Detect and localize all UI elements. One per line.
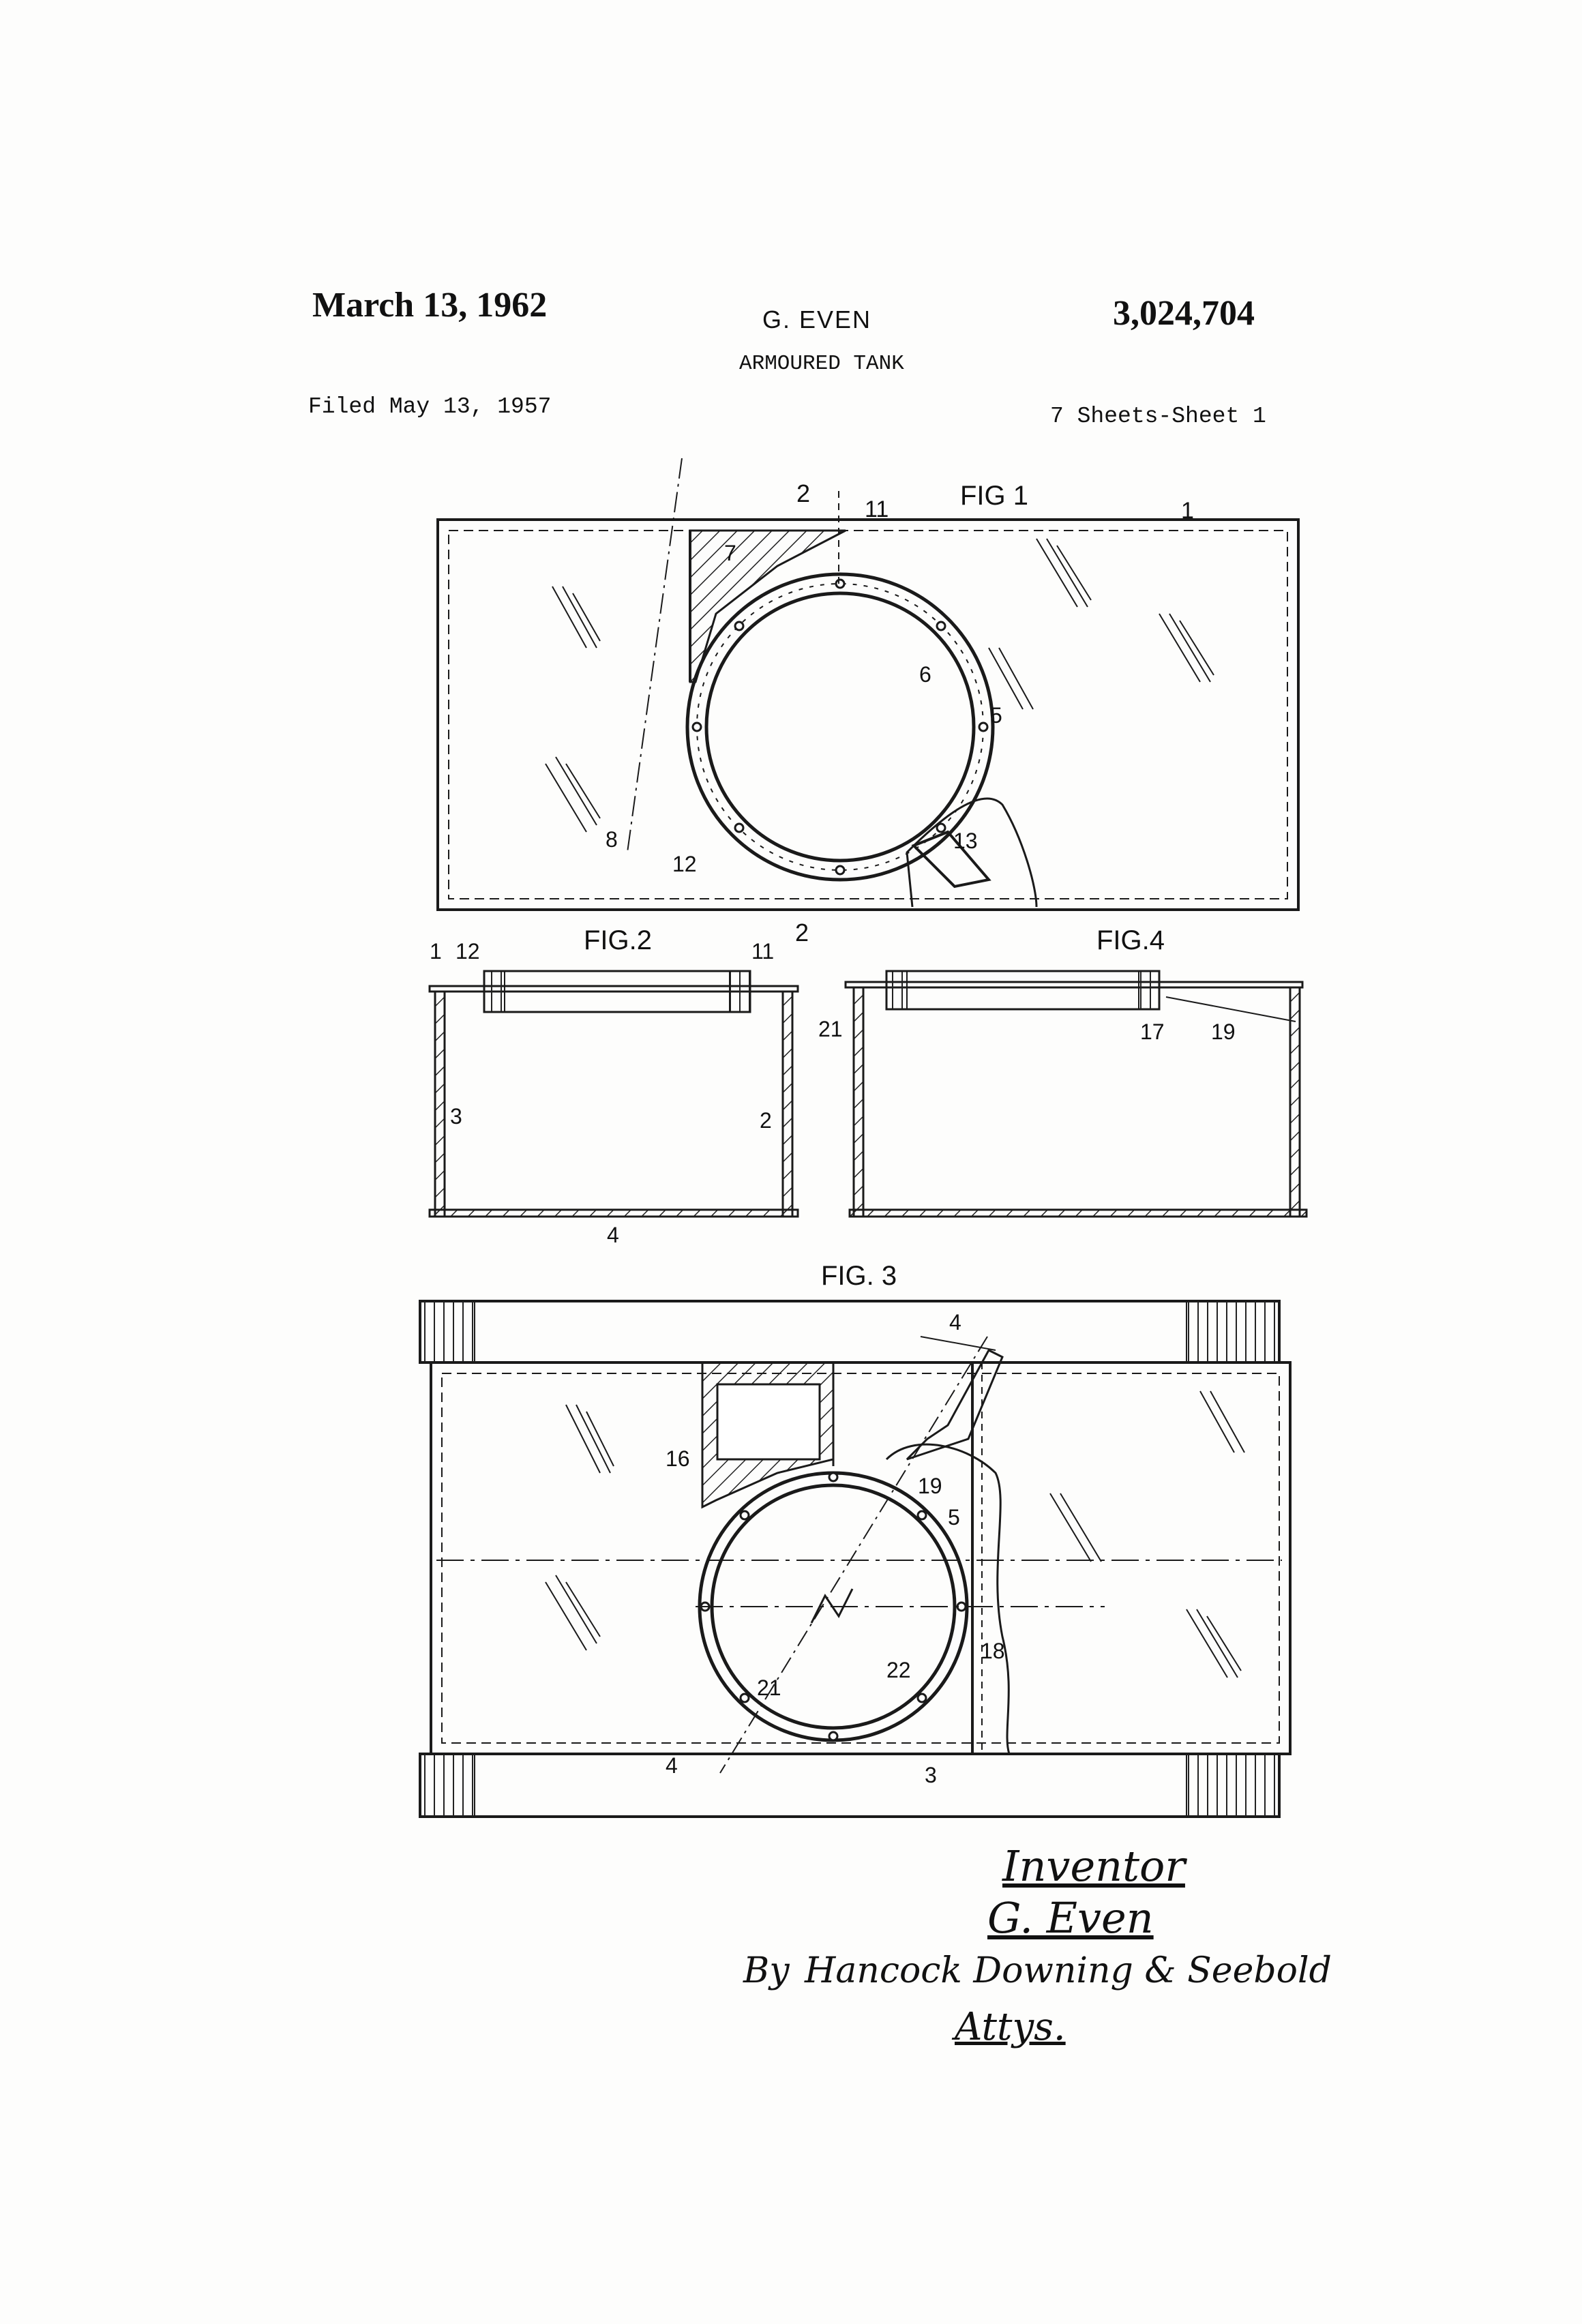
fig3-title: FIG. 3 xyxy=(821,1261,897,1291)
fig2-ref-2: 2 xyxy=(760,1108,772,1133)
fig2-ref-4: 4 xyxy=(607,1223,619,1247)
fig1-ref-1: 1 xyxy=(1181,498,1194,524)
fig4-ref-19: 19 xyxy=(1211,1019,1236,1044)
fig1-title: FIG 1 xyxy=(960,481,1029,511)
fig2-ref-11: 11 xyxy=(751,939,775,964)
fig3-ref-18: 18 xyxy=(981,1639,1005,1663)
attorneys-label: Attys. xyxy=(955,2005,1066,2049)
attorney-signature: Hancock Downing & Seebold xyxy=(805,1950,1332,1991)
fig4-ref-21: 21 xyxy=(818,1017,843,1041)
fig1-ref-7: 7 xyxy=(724,541,736,565)
fig1-ref-8: 8 xyxy=(606,827,618,852)
fig3-ref-22: 22 xyxy=(886,1658,911,1682)
fig1-section-marker-lower: 2 xyxy=(795,919,809,947)
fig3-ref-16: 16 xyxy=(666,1446,690,1471)
inventor-label: Inventor xyxy=(1002,1841,1185,1891)
fig1-ref-11: 11 xyxy=(865,496,889,522)
figure-3 xyxy=(420,1261,1290,1817)
fig2-ref-12: 12 xyxy=(456,939,480,964)
inventor-signature: G. Even xyxy=(987,1893,1154,1943)
fig1-ref-13: 13 xyxy=(953,829,978,853)
patent-number: 3,024,704 xyxy=(1113,294,1255,333)
fig1-ref-6: 6 xyxy=(919,662,931,687)
sheet-count: 7 Sheets-Sheet 1 xyxy=(1050,404,1266,429)
fig3-ref-21: 21 xyxy=(757,1675,781,1700)
fig3-section-marker: 4 xyxy=(949,1310,961,1335)
fig3-section-marker-lower: 4 xyxy=(666,1753,678,1778)
fig3-ref-19: 19 xyxy=(918,1474,942,1498)
inventor-header: G. EVEN xyxy=(762,306,872,333)
by-label: By xyxy=(743,1950,790,1991)
patent-title: ARMOURED TANK xyxy=(739,352,904,376)
figure-4 xyxy=(818,925,1307,1217)
fig4-ref-17: 17 xyxy=(1140,1019,1165,1044)
fig3-ref-5: 5 xyxy=(948,1505,960,1530)
fig1-ref-5: 5 xyxy=(990,703,1002,728)
ring-bolts xyxy=(693,580,987,874)
filed-date: Filed May 13, 1957 xyxy=(308,394,552,419)
fig2-ref-1: 1 xyxy=(430,939,442,964)
fig1-section-marker: 2 xyxy=(796,479,811,507)
fig1-ref-12: 12 xyxy=(672,852,697,876)
fig3-ref-3: 3 xyxy=(925,1763,937,1787)
fig2-title: FIG.2 xyxy=(584,925,653,955)
figure-2 xyxy=(430,925,798,1247)
patent-date: March 13, 1962 xyxy=(312,286,548,325)
fig4-title: FIG.4 xyxy=(1096,925,1165,955)
fig2-ref-3: 3 xyxy=(450,1104,462,1129)
figure-1 xyxy=(438,458,1298,947)
